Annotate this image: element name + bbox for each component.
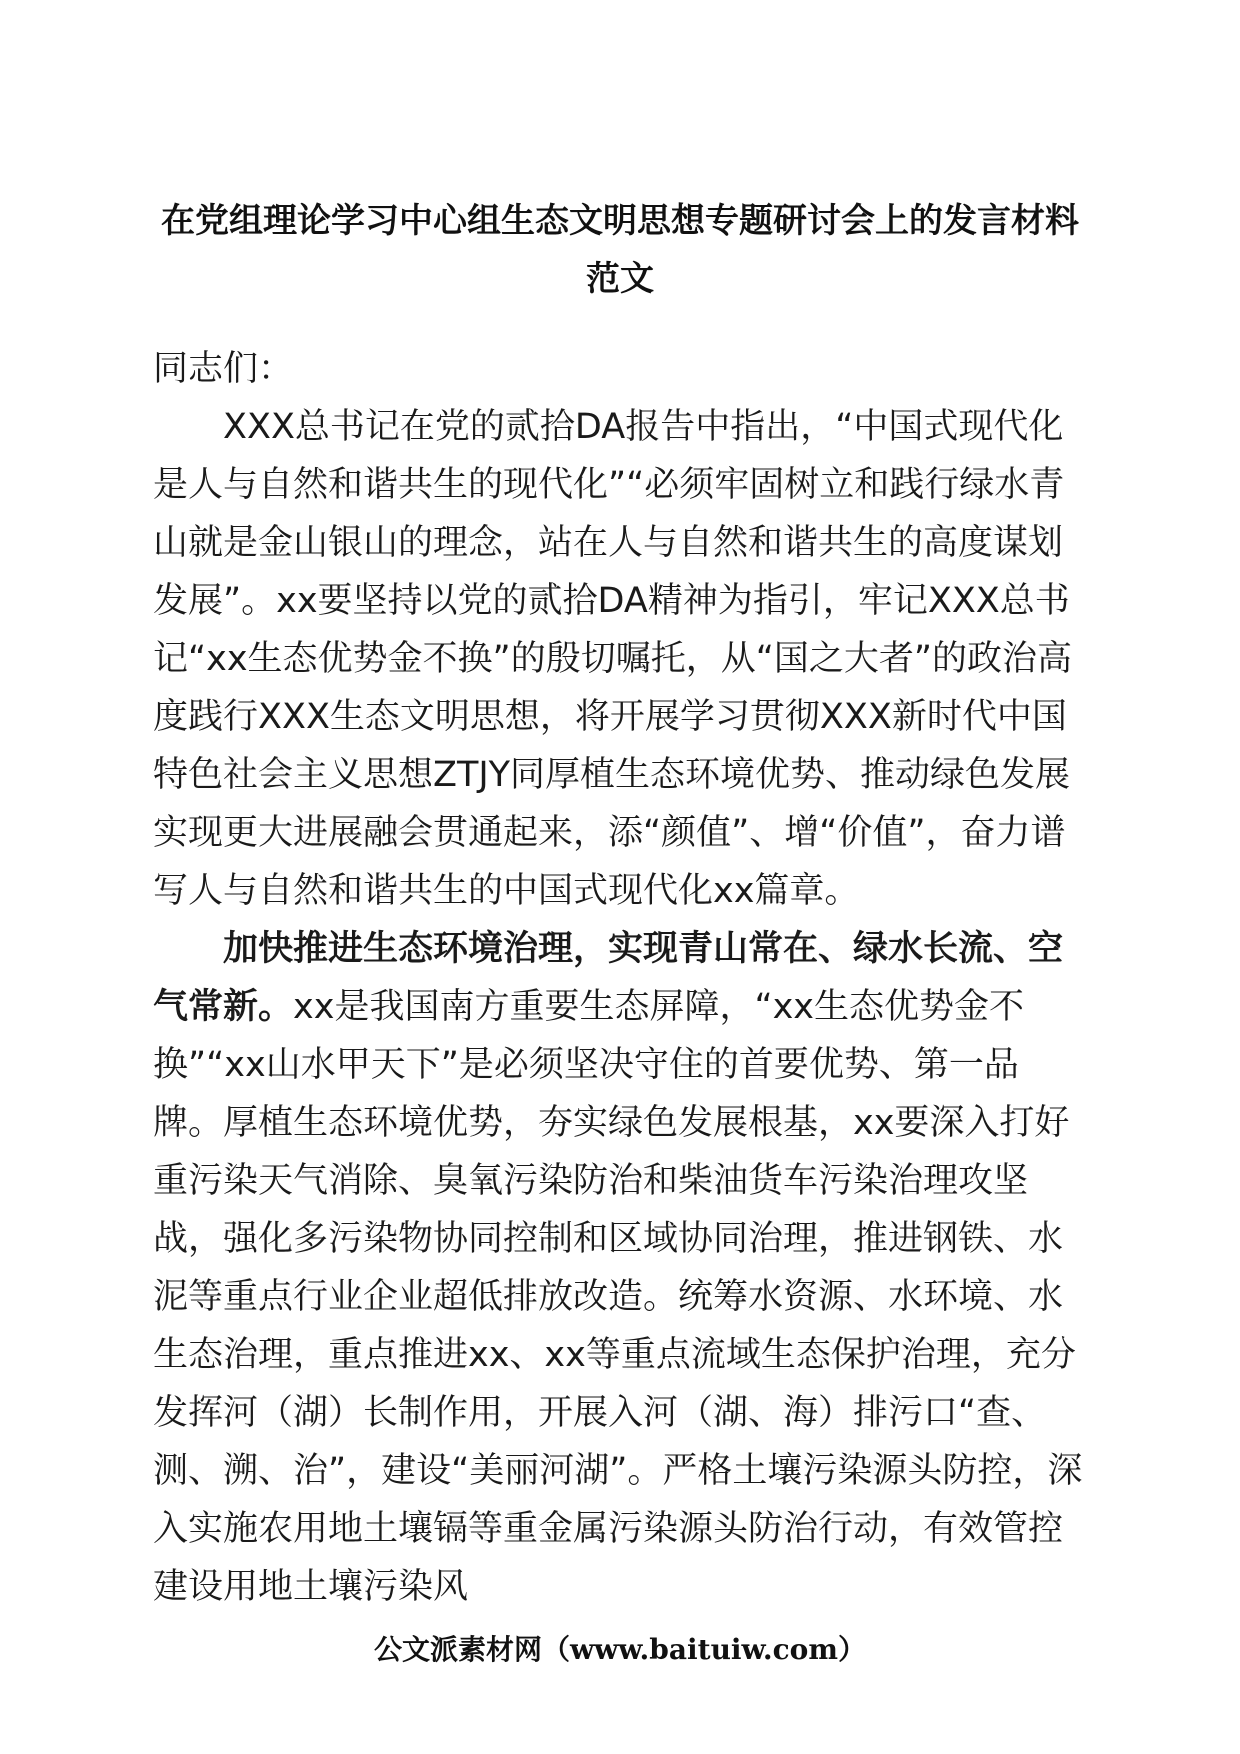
footer-watermark: 公文派素材网（www.baituiw.com） bbox=[374, 1633, 866, 1666]
document-title bbox=[150, 192, 1090, 308]
salutation: 同志们： bbox=[153, 349, 294, 389]
paragraph-heading: 加快推进生态环境治理，实现青山常在、绿水长流、空气常新。 bbox=[153, 929, 1064, 1027]
document-body bbox=[153, 340, 1088, 1616]
title-line-1: 在党组理论学习中心组生态文明思想专题研讨会上的发言材料 bbox=[161, 201, 1079, 241]
paragraph-ecology bbox=[153, 920, 1088, 1616]
title-line-2: 范文 bbox=[586, 259, 654, 299]
paragraph-intro: XXX总书记在党的贰拾DA报告中指出，“中国式现代化是人与自然和谐共生的现代化”“必须牢固树立和践行绿水青山就是金山银山的理念，站在人与自然和谐共生的高度谋划发展”。xx要坚持以党的贰拾DA精神为指引，牢记XXX总书记“xx生态优势金不换”的殷切嘱托，从“国之大者”的政治高度践行XXX生态文明思想，将开展学习贯彻XXX新时代中国特色社会主义思想ZTJY同厚植生态环境优势、推动绿色发展实现更大进展融会贯通起来，添“颜值”、增“价值”，奋力谱写人与自然和谐共生的中国式现代化xx篇章。 bbox=[153, 407, 1072, 911]
paragraph-body: xx是我国南方重要生态屏障，“xx生态优势金不换”“xx山水甲天下”是必须坚决守住的首要优势、第一品牌。厚植生态环境优势，夯实绿色发展根基，xx要深入打好重污染天气消除、臭氧污染防治和柴油货车污染治理攻坚战，强化多污染物协同控制和区域协同治理，推进钢铁、水泥等重点行业企业超低排放改造。统筹水资源、水环境、水生态治理，重点推进xx、xx等重点流域生态保护治理，充分发挥河（湖）长制作用，开展入河（湖、海）排污口“查、测、溯、治”，建设“美丽河湖”。严格土壤污染源头防控，深入实施农用地土壤镉等重金属污染源头防治行动，有效管控建设用地土壤污染风 bbox=[153, 987, 1083, 1607]
